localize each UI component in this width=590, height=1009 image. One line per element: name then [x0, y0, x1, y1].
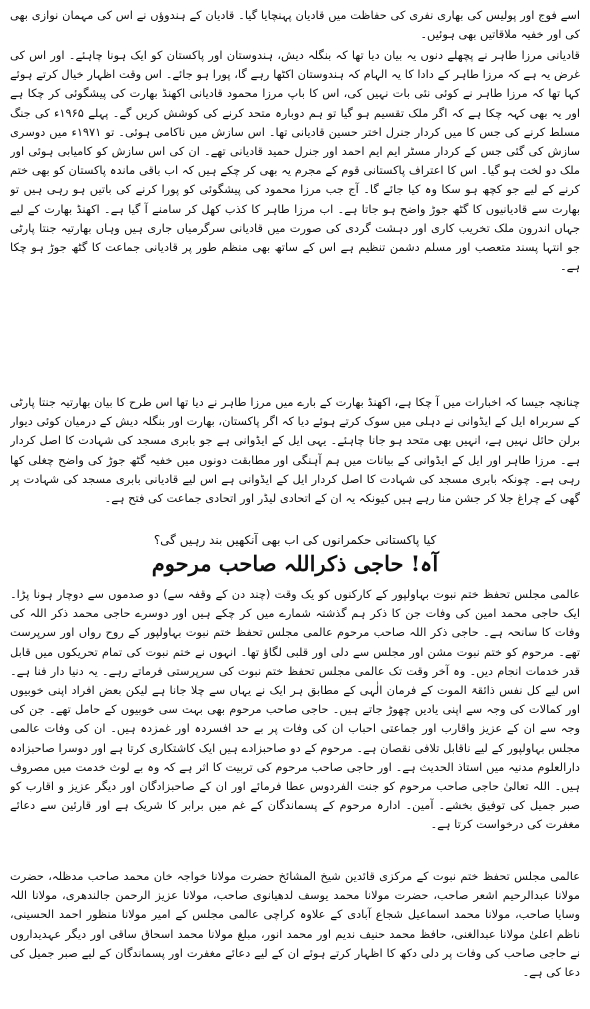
paragraph-condolences: عالمی مجلس تحفظ ختم نبوت کے مرکزی قائدین شیخ المشائخ حضرت مولانا خواجہ خان محمد صاحب مدظلہ، حضرت مولانا عبدالرحیم اشعر صاحب، حضرت مولانا محمد یوسف لدھیانوی صاحب، مولانا عزیز الرحمن جالندھری، مولانا اللہ وسایا صاحب، مولانا محمد اسماعیل شجاع آبادی کے علاوہ کراچی عالمی مجلس کے امیر مولانا منظور احمد الحسینی، ناظم اعلیٰ مولانا عبدالغنی، حافظ محمد حنیف ندیم اور محمد انور، مبلغ مولانا محمد اسحاق ساقی اور دیگر عہدیداروں نے حاجی صاحب کی وفات پر دلی دکھ کا اظہار کرتے ہوئے ان کے لیے دعائے مغفرت اور پسماندگان کے لیے صبر جمیل کی دعا کی ہے۔	[10, 869, 580, 980]
paragraph-qadiani-conspiracy: قادیانی مرزا طاہر نے پچھلے دنوں یہ بیان دیا تھا کہ بنگلہ دیش، ہندوستان اور پاکستان کو ایک ہونا چاہئے۔ اور اس کی غرض یہ ہے کہ مرزا طاہر کے دادا کا یہ الہام کہ ہندوستان اکٹھا رہے گا، پورا ہو جائے۔ اس وقت اظہار خیال کرتے ہوئے کہا تھا کہ مرزا طاہر نے کوئی نئی بات نہیں کی، اس کا باپ مرزا محمود قادیانی اکھنڈ بھارت کی پیشگوئی کر چکا ہے اور یہ بھی کہہ چکا ہے کہ اگر ملک تقسیم ہو گیا تو ہم دوبارہ متحد کرنے کی کوشش کریں گے۔ پہلے ۱۹۶۵ء کی جنگ مسلط کرنے کی جس کا میں کردار جنرل اختر حسین قادیانی تھا۔ اس سازش میں ناکامی ہوئی۔ تو ۱۹۷۱ء میں دوسری سازش کی گئی جس کے کردار مسٹر ایم ایم احمد اور جنرل حمید قادیانی تھے۔ ان کی اس سازش کو کامیابی ہوئی اور ملک دو لخت ہو گیا۔ اس کا اعتراف پاکستانی قوم کے مجرم یہ بھی کر چکے ہیں کہ اب باقی ماندہ پاکستان کو بھی ختم کرنے کے لیے جو کچھ ہو سکا وہ کیا جائے گا۔ آج جب مرزا محمود کی پیشگوئی کو پورا کرنے کی باتیں ہو رہی ہیں تو بھارت سے قادیانیوں کا گٹھ جوڑ واضح ہو جاتا ہے۔ اب مرزا طاہر کا کذب کھل کر سامنے آ گیا ہے۔ اکھنڈ بھارت کے لیے جہاں اندرون ملک تخریب کاری اور دہشت گردی کی صورت میں قادیانی سرگرمیاں جاری ہیں وہاں بھارتیہ جنتا پارٹی جو انتہا پسند متعصب اور مسلم دشمن تنظیم ہے اس کے ساتھ بھی منظم طور پر قادیانی جماعت کا گٹھ جوڑ ہو چکا ہے۔	[10, 48, 580, 274]
paragraph-intro: اسے فوج اور پولیس کی بھاری نفری کی حفاظت میں قادیان پہنچایا گیا۔ قادیان کے ہندوؤں نے اس کی مہمان نوازی بھی کی اور خفیہ ملاقاتیں بھی ہوئیں۔	[10, 8, 580, 42]
obituary-heading: آہ! حاجی ذکراللہ صاحب مرحوم	[151, 551, 439, 576]
paragraph-obituary: عالمی مجلس تحفظ ختم نبوت بہاولپور کے کارکنوں کو یک وقت (چند دن کے وقفہ سے) دو صدموں سے دوچار ہونا پڑا۔ ایک حاجی محمد امین کی وفات جن کا ذکر ہم گذشتہ شمارے میں کر چکے ہیں اور دوسرے حاجی محمد ذکر اللہ کی وفات کا سانحہ ہے۔ حاجی ذکر اللہ صاحب مرحوم عالمی مجلس تحفظ ختم نبوت بہاولپور کے روح رواں اور سرپرست تھے۔ مرحوم کو ختم نبوت مشن اور مجلس سے دلی اور قلبی لگاؤ تھا۔ انہوں نے ختم نبوت کی تمام تحریکوں میں قابل قدر خدمات انجام دیں۔ وہ آخر وقت تک عالمی مجلس تحفظ ختم نبوت کی سرپرستی فرماتے رہے۔ یہ دنیا دار فنا ہے۔ اس لیے کل نفس ذائقۃ الموت کے فرمان الٰہی کے مطابق ہر ایک نے یہاں سے چلا جانا ہے لیکن بعض افراد اپنی خوبیوں اور کمالات کی وجہ سے اپنی یادیں چھوڑ جاتے ہیں۔ حاجی صاحب مرحوم بھی بہت سی خوبیوں کے حامل تھے۔ جن کی وجہ سے ان کے عزیز واقارب اور جماعتی احباب ان کی وفات پر بے حد افسردہ اور غمزدہ ہیں۔ ان کی وفات عالمی مجلس بہاولپور کے لیے ناقابل تلافی نقصان ہے۔ مرحوم کے دو صاحبزادے ہیں ایک کاشتکاری کرتا ہے اور دوسرا صاحبزادہ دارالعلوم مدنیہ میں استاذ الحدیث ہے۔ اور حاجی صاحب مرحوم کی تربیت کا اثر ہے کہ وہ بے لوث خدمت میں مصروف ہیں۔ اللہ تعالیٰ حاجی صاحب مرحوم کو جنت الفردوس عطا فرمائے اور ان کے صاحبزادگان اور دیگر عزیز و اقارب کو صبر جمیل کی توفیق بخشے۔ آمین۔ ادارہ مرحوم کے پسماندگان کے غم میں برابر کا شریک ہے اور قارئین سے دعائے مغفرت کی درخواست کرتا ہے۔	[10, 587, 580, 832]
paragraph-advani-statement: چنانچہ جیسا کہ اخبارات میں آ چکا ہے، اکھنڈ بھارت کے بارے میں مرزا طاہر نے دیا تھا اس طرح کا بیان بھارتیہ جنتا پارٹی کے سربراہ ایل کے ایڈوانی نے دہلی میں سوک کرتے ہوئے دیا کہ اگر پاکستان، بھارت اور بنگلہ دیش کے درمیان کوئی دیوار برلن حائل نہیں ہے، انہیں بھی متحد ہو جانا چاہئے۔ یہی ایل کے ایڈوانی ہے جو بابری مسجد کی شہادت کا اصل کردار ہے۔ مرزا طاہر اور ایل کے ایڈوانی کے بیانات میں ہم آہنگی اور مطابقت دونوں میں خفیہ گٹھ جوڑ کی واضح چغلی کھا رہی ہے۔ چونکہ بابری مسجد کی شہادت کا اصل کردار ایل کے ایڈوانی ہے اس لیے قادیانی بابری مسجد کی شہادت پر گھی کے چراغ جلا کر جشن منا رہے ہیں کیونکہ یہ ان کے اتحادی لیڈر اور اتحادی جماعت کی فتح ہے۔	[10, 395, 580, 506]
rhetorical-question: کیا پاکستانی حکمرانوں کی اب بھی آنکھیں بند رہیں گی؟	[153, 533, 437, 547]
